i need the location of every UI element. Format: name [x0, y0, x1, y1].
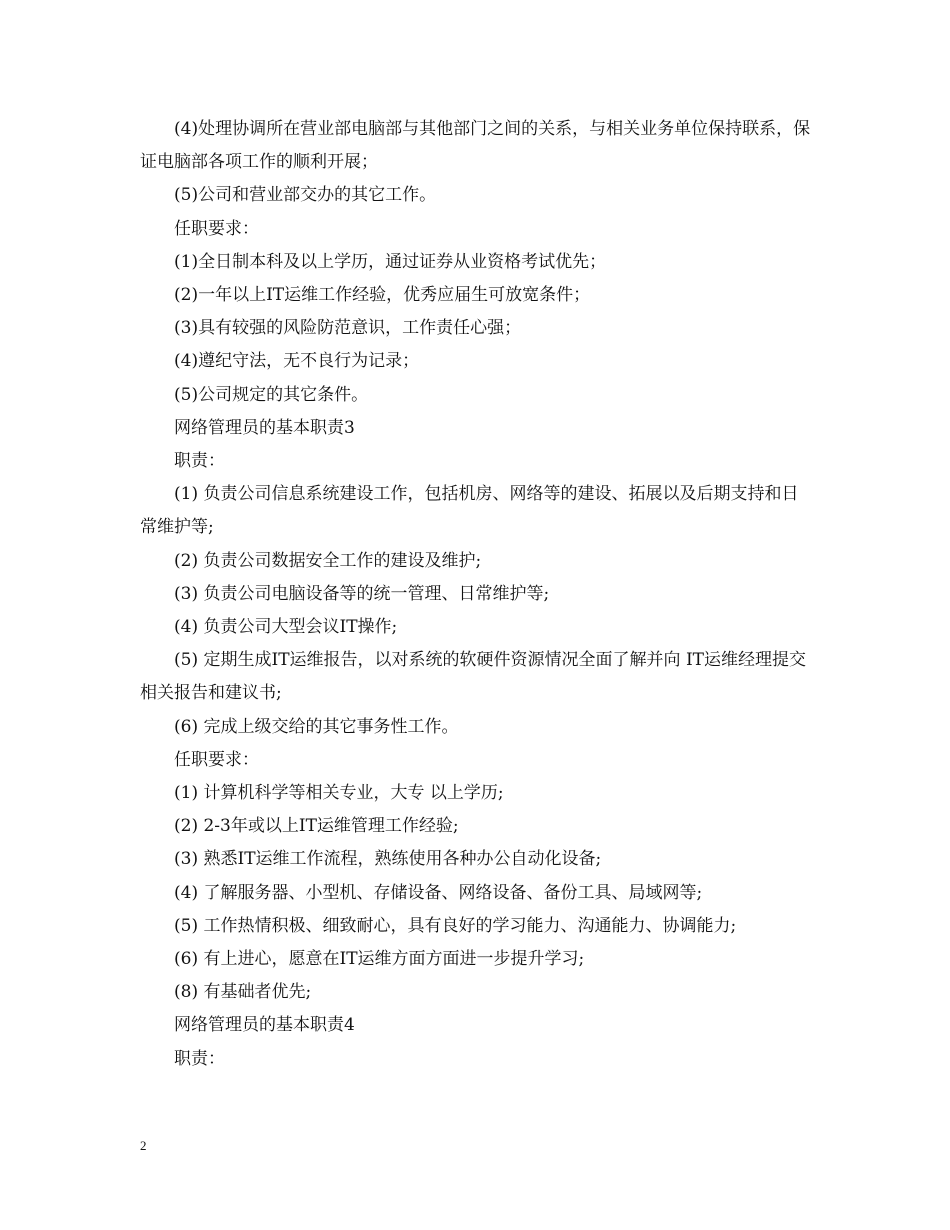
paragraph: (2) 2-3年或以上IT运维管理工作经验; [174, 816, 459, 837]
section-heading: 网络管理员的基本职责3 [174, 417, 355, 438]
paragraph: (2)一年以上IT运维工作经验，优秀应届生可放宽条件； [174, 285, 591, 306]
paragraph: (4) 负责公司大型会议IT操作; [174, 617, 398, 638]
paragraph: (1) 负责公司信息系统建设工作，包括机房、网络等的建设、拓展以及后期支持和日常维护等; [140, 484, 799, 538]
paragraph: (4)遵纪守法，无不良行为记录； [174, 351, 420, 372]
section-label: 职责： [174, 451, 225, 472]
paragraph: (5)公司和营业部交办的其它工作。 [174, 185, 437, 206]
section-label: 任职要求： [174, 218, 259, 239]
paragraph: (5) 定期生成IT运维报告，以对系统的软硬件资源情况全面了解并向 IT运维经理提交相关报告和建议书; [140, 650, 806, 704]
paragraph: (3) 熟悉IT运维工作流程，熟练使用各种办公自动化设备; [174, 849, 602, 870]
paragraph: (4)处理协调所在营业部电脑部与其他部门之间的关系，与相关业务单位保持联系，保证电脑部各项工作的顺利开展； [140, 119, 811, 173]
paragraph: (5)公司规定的其它条件。 [174, 384, 369, 405]
paragraph: (4) 了解服务器、小型机、存储设备、网络设备、备份工具、局域网等; [174, 882, 703, 903]
section-label: 任职要求： [174, 749, 259, 770]
page-number: 2 [140, 1138, 147, 1153]
document-body [140, 113, 812, 1076]
paragraph: (2) 负责公司数据安全工作的建设及维护; [174, 550, 482, 571]
section-heading: 网络管理员的基本职责4 [174, 1015, 355, 1036]
paragraph: (3)具有较强的风险防范意识，工作责任心强； [174, 318, 522, 339]
section-label: 职责： [174, 1048, 225, 1069]
paragraph: (5) 工作热情积极、细致耐心，具有良好的学习能力、沟通能力、协调能力; [174, 915, 737, 936]
paragraph: (1) 计算机科学等相关专业，大专 以上学历; [174, 783, 504, 804]
paragraph: (6) 完成上级交给的其它事务性工作。 [174, 716, 459, 737]
paragraph: (1)全日制本科及以上学历，通过证券从业资格考试优先； [174, 251, 607, 272]
paragraph: (6) 有上进心，愿意在IT运维方面方面进一步提升学习; [174, 949, 585, 970]
paragraph: (3) 负责公司电脑设备等的统一管理、日常维护等; [174, 583, 550, 604]
paragraph: (8) 有基础者优先; [174, 982, 312, 1003]
